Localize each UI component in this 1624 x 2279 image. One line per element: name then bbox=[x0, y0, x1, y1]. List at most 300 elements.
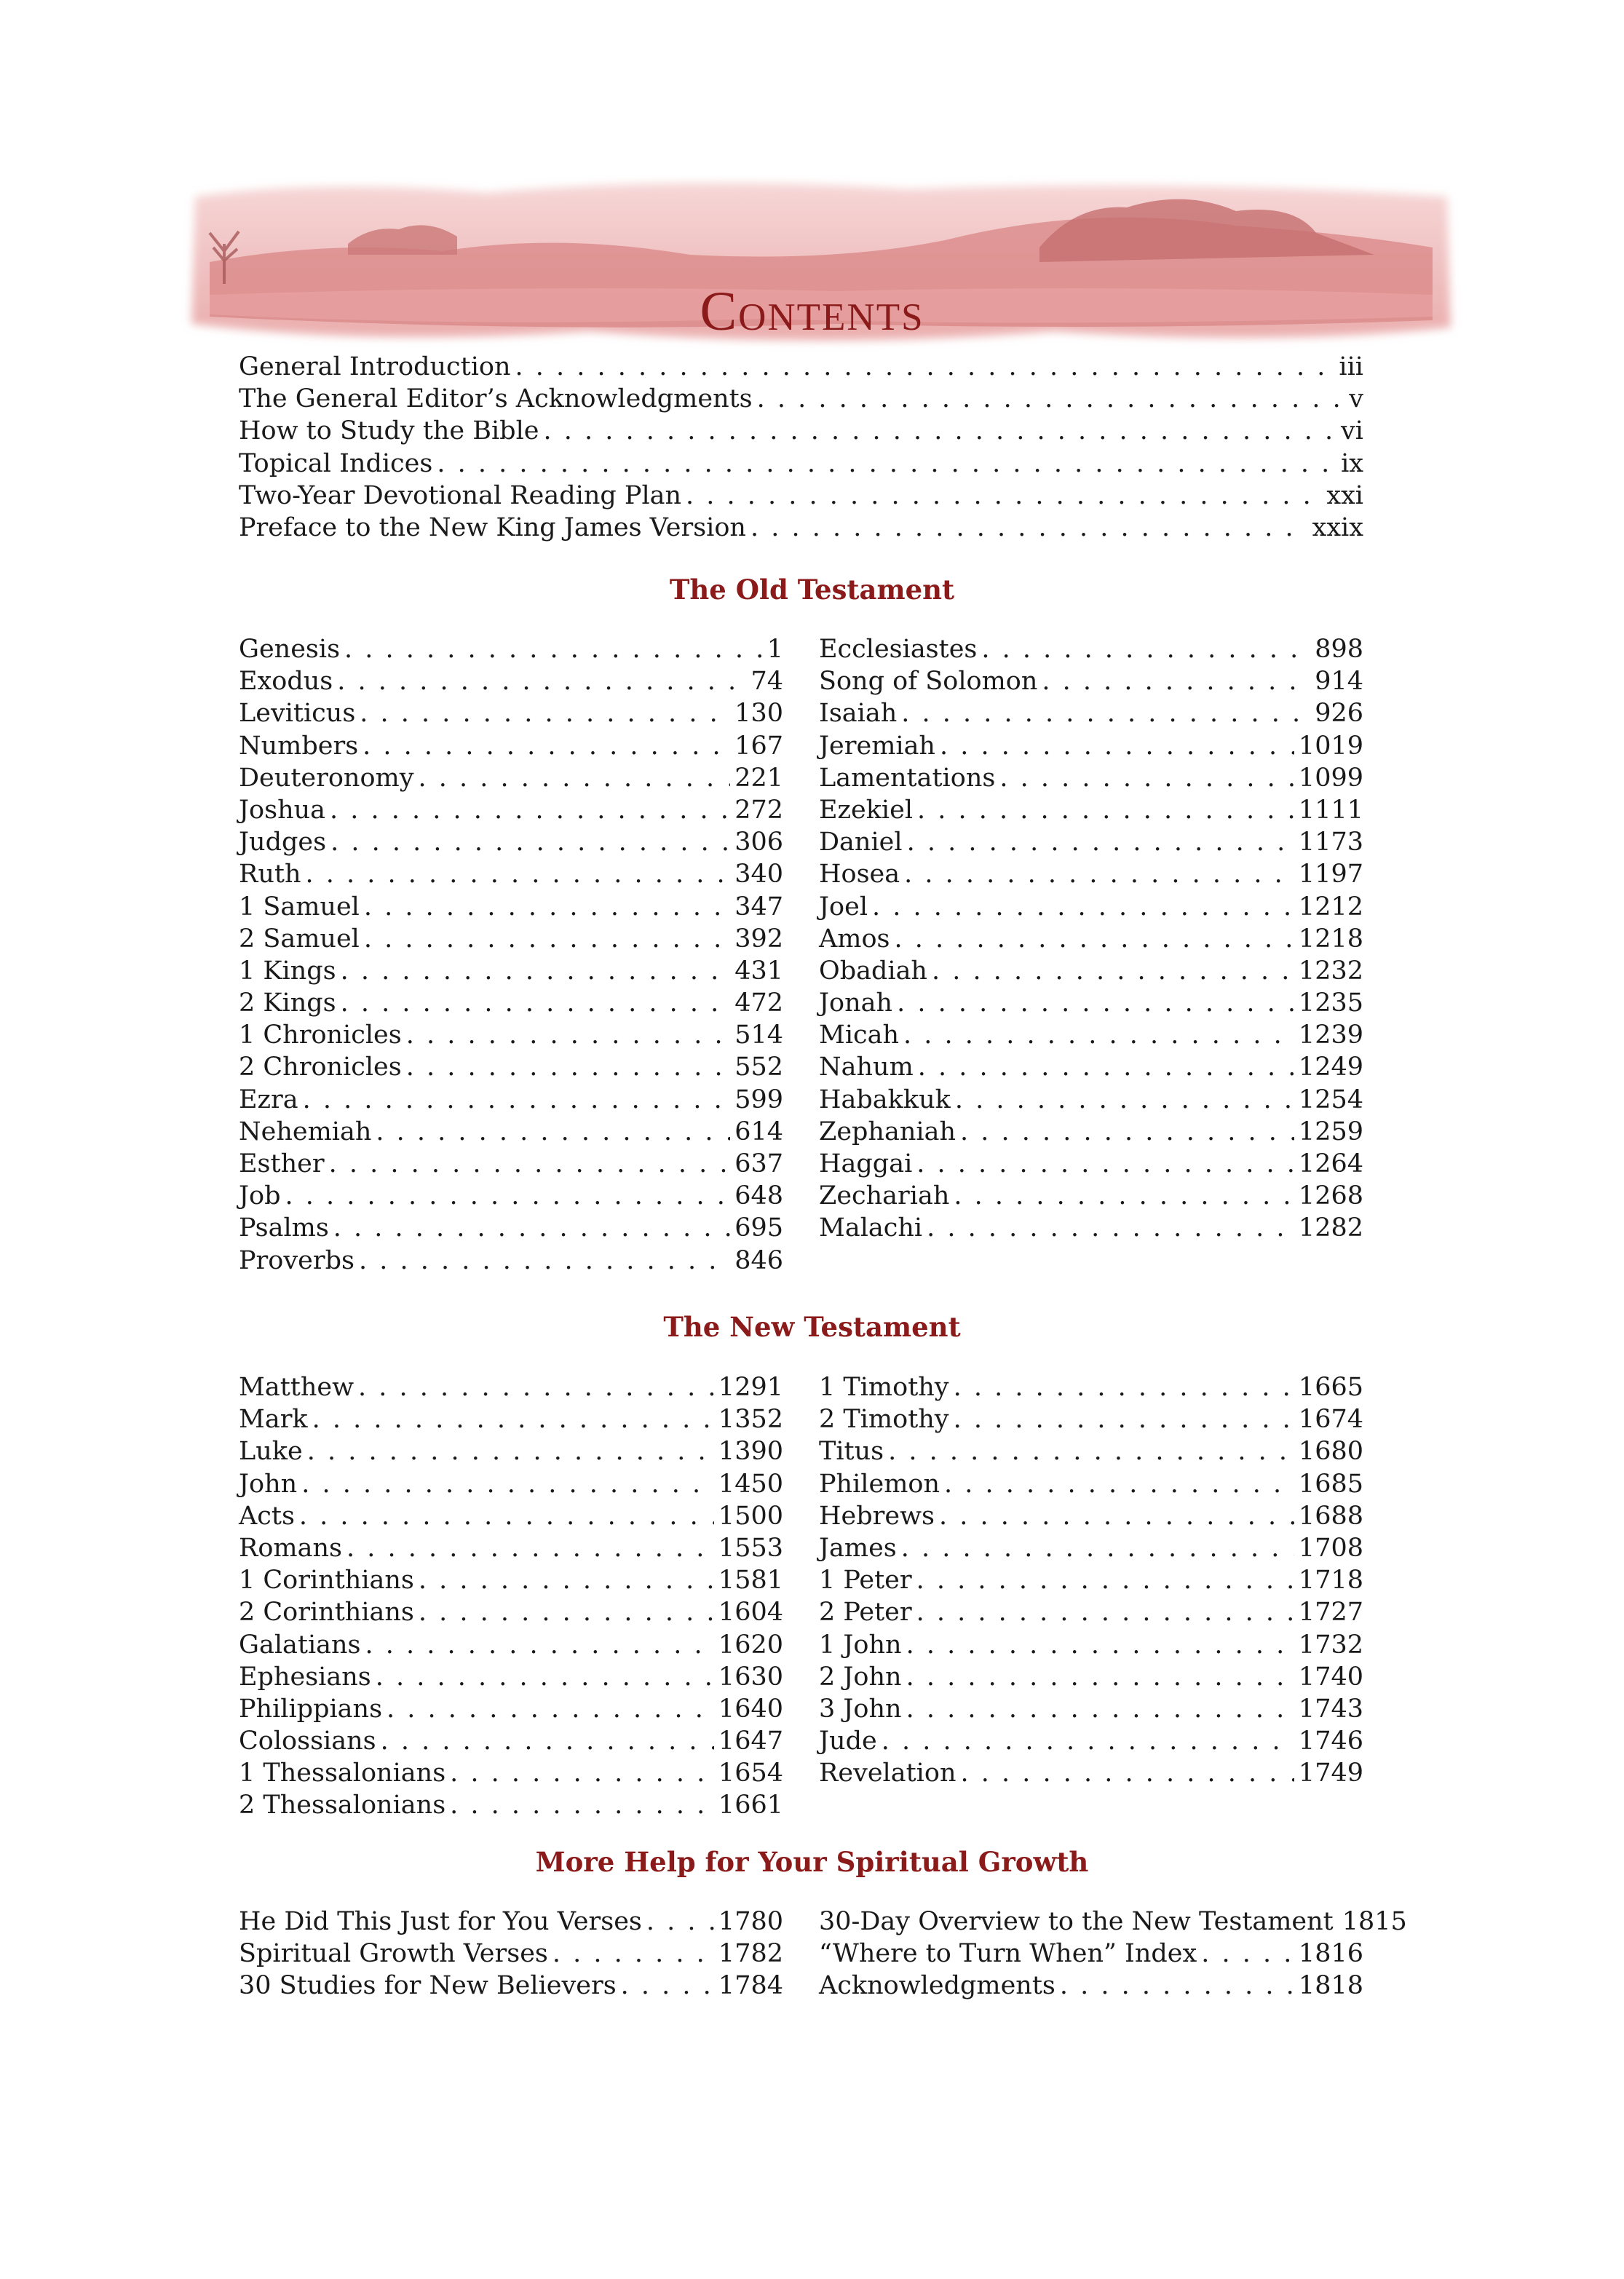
toc-entry-page: 1197 bbox=[1298, 860, 1363, 889]
toc-entry bbox=[239, 1116, 783, 1148]
dot-leader bbox=[358, 1371, 714, 1403]
dot-leader bbox=[329, 1148, 731, 1180]
toc-entry bbox=[819, 1532, 1363, 1564]
toc-entry bbox=[239, 1180, 783, 1212]
dot-leader bbox=[960, 1116, 1294, 1148]
toc-entry-page: 614 bbox=[734, 1117, 783, 1146]
toc-entry bbox=[819, 891, 1363, 923]
toc-entry bbox=[819, 762, 1363, 794]
dot-leader bbox=[872, 891, 1294, 923]
dot-leader bbox=[376, 1661, 714, 1693]
toc-entry bbox=[239, 1757, 783, 1789]
toc-entry-page: 1708 bbox=[1298, 1533, 1363, 1563]
toc-entry-page: 1647 bbox=[718, 1727, 783, 1756]
dot-leader bbox=[419, 1596, 714, 1628]
dot-leader bbox=[365, 1629, 714, 1661]
toc-entry-label: Zechariah bbox=[819, 1181, 950, 1211]
toc-entry-page: 1816 bbox=[1298, 1939, 1363, 1969]
toc-entry bbox=[819, 665, 1363, 697]
dot-leader bbox=[686, 480, 1322, 512]
dot-leader bbox=[306, 858, 731, 890]
toc-entry-page: 1727 bbox=[1298, 1598, 1363, 1628]
dot-leader bbox=[917, 794, 1294, 826]
toc-entry-page: 1249 bbox=[1298, 1053, 1363, 1082]
toc-entry-label: Ruth bbox=[239, 860, 301, 889]
toc-entry-label: Jonah bbox=[819, 988, 893, 1018]
dot-leader bbox=[381, 1725, 714, 1757]
toc-entry-page: 1665 bbox=[1298, 1373, 1363, 1402]
dot-leader bbox=[406, 1051, 730, 1083]
toc-entry-label: Lamentations bbox=[819, 763, 996, 793]
dot-leader bbox=[299, 1500, 714, 1532]
toc-entry bbox=[239, 665, 783, 697]
toc-entry bbox=[819, 1435, 1363, 1467]
toc-entry-label: Spiritual Growth Verses bbox=[239, 1939, 548, 1969]
dot-leader bbox=[376, 1116, 730, 1148]
toc-entry bbox=[239, 923, 783, 955]
dot-leader bbox=[954, 1403, 1294, 1435]
toc-entry bbox=[239, 1245, 783, 1277]
toc-entry-page: 1630 bbox=[718, 1662, 783, 1692]
toc-entry-page: 431 bbox=[734, 956, 783, 986]
toc-entry-label: Zephaniah bbox=[819, 1117, 956, 1146]
toc-entry-page: 1620 bbox=[718, 1630, 783, 1660]
dot-leader bbox=[333, 1212, 730, 1244]
toc-entry-page: 926 bbox=[1315, 699, 1363, 729]
toc-entry-label: 1 Thessalonians bbox=[239, 1759, 446, 1788]
toc-entry-label: Ezekiel bbox=[819, 795, 914, 825]
dot-leader bbox=[646, 1906, 714, 1938]
dot-leader bbox=[1201, 1938, 1294, 1970]
toc-entry-page: 1 bbox=[767, 635, 783, 664]
dot-leader bbox=[360, 697, 730, 729]
toc-entry-label: Colossians bbox=[239, 1727, 376, 1756]
toc-entry bbox=[239, 1564, 783, 1596]
toc-entry-label: Amos bbox=[819, 924, 890, 954]
toc-entry-page: 1685 bbox=[1298, 1469, 1363, 1499]
toc-entry-page: 1173 bbox=[1298, 828, 1363, 857]
toc-entry bbox=[239, 1500, 783, 1532]
toc-entry bbox=[239, 1789, 783, 1821]
toc-entry bbox=[239, 762, 783, 794]
toc-entry-label: Luke bbox=[239, 1437, 303, 1467]
dot-leader bbox=[940, 730, 1294, 762]
toc-entry-label: Matthew bbox=[239, 1373, 354, 1402]
toc-entry bbox=[239, 1403, 783, 1435]
toc-entry-page: 1212 bbox=[1298, 892, 1363, 921]
toc-entry-page: iii bbox=[1339, 352, 1363, 381]
toc-entry bbox=[239, 891, 783, 923]
toc-entry-label: Leviticus bbox=[239, 699, 356, 729]
toc-entry bbox=[819, 987, 1363, 1019]
toc-entry bbox=[239, 794, 783, 826]
toc-entry-page: 1239 bbox=[1298, 1020, 1363, 1050]
toc-entry bbox=[239, 1084, 783, 1116]
dot-leader bbox=[359, 1245, 730, 1277]
dot-leader bbox=[895, 923, 1294, 955]
toc-entry-label: Job bbox=[239, 1181, 281, 1211]
toc-entry-label: 2 Chronicles bbox=[239, 1053, 402, 1082]
toc-entry-page: 221 bbox=[734, 763, 783, 793]
toc-entry-label: Hosea bbox=[819, 860, 900, 889]
toc-entry-label: Micah bbox=[819, 1020, 900, 1050]
dot-leader bbox=[419, 1564, 714, 1596]
toc-entry-page: 1291 bbox=[718, 1373, 783, 1402]
dot-leader bbox=[341, 955, 731, 987]
toc-entry-label: Malachi bbox=[819, 1213, 923, 1243]
toc-entry-label: Esther bbox=[239, 1149, 325, 1178]
dot-leader bbox=[954, 1371, 1294, 1403]
toc-entry bbox=[239, 633, 783, 665]
toc-entry bbox=[239, 1212, 783, 1244]
toc-entry-label: Acknowledgments bbox=[819, 1971, 1055, 2001]
toc-entry bbox=[239, 858, 783, 890]
toc-entry-label: 2 Corinthians bbox=[239, 1598, 414, 1628]
toc-entry bbox=[819, 1693, 1363, 1725]
toc-entry-label: Philemon bbox=[819, 1469, 940, 1499]
toc-entry-label: 30-Day Overview to the New Testament bbox=[819, 1907, 1334, 1936]
dot-leader bbox=[303, 1084, 731, 1116]
toc-entry-page: ix bbox=[1341, 448, 1363, 478]
toc-entry bbox=[819, 1725, 1363, 1757]
toc-entry-page: 130 bbox=[734, 699, 783, 729]
toc-entry bbox=[819, 730, 1363, 762]
toc-entry-label: Preface to the New King James Version bbox=[239, 512, 746, 542]
toc-entry bbox=[239, 730, 783, 762]
toc-entry-label: 30 Studies for New Believers bbox=[239, 1971, 617, 2001]
toc-entry-label: 1 John bbox=[819, 1630, 902, 1660]
toc-entry-page: 914 bbox=[1315, 667, 1363, 697]
toc-entry-page: 1746 bbox=[1298, 1727, 1363, 1756]
toc-entry bbox=[239, 1532, 783, 1564]
toc-entry bbox=[819, 858, 1363, 890]
toc-entry-label: Joshua bbox=[239, 795, 326, 825]
toc-entry-page: 1264 bbox=[1298, 1149, 1363, 1178]
toc-entry bbox=[819, 1970, 1363, 2002]
toc-entry-page: 514 bbox=[734, 1020, 783, 1050]
dot-leader bbox=[906, 1629, 1294, 1661]
dot-leader bbox=[285, 1180, 731, 1212]
toc-entry bbox=[819, 1596, 1363, 1628]
dot-leader bbox=[901, 697, 1310, 729]
toc-entry-label: General Introduction bbox=[239, 352, 511, 381]
toc-entry-label: Numbers bbox=[239, 731, 359, 761]
toc-entry-label: 2 Thessalonians bbox=[239, 1791, 446, 1820]
toc-entry bbox=[819, 1468, 1363, 1500]
toc-entry bbox=[819, 1661, 1363, 1693]
dot-leader bbox=[312, 1403, 714, 1435]
toc-entry-label: James bbox=[819, 1533, 897, 1563]
toc-entry bbox=[239, 448, 1363, 480]
toc-entry-label: Song of Solomon bbox=[819, 667, 1038, 697]
dot-leader bbox=[552, 1938, 714, 1970]
toc-entry-label: The General Editor’s Acknowledgments bbox=[239, 384, 753, 414]
toc-entry-page: 340 bbox=[734, 860, 783, 889]
toc-entry-page: 1111 bbox=[1298, 795, 1363, 825]
dot-leader bbox=[301, 1468, 714, 1500]
dot-leader bbox=[418, 762, 730, 794]
toc-entry bbox=[819, 697, 1363, 729]
toc-entry-label: 2 John bbox=[819, 1662, 902, 1692]
toc-entry-label: 2 Kings bbox=[239, 988, 336, 1018]
old-testament-left-column bbox=[239, 633, 783, 1277]
toc-entry bbox=[819, 633, 1363, 665]
toc-entry-page: 1099 bbox=[1298, 763, 1363, 793]
toc-entry bbox=[819, 1938, 1363, 1970]
dot-leader bbox=[916, 1148, 1294, 1180]
dot-leader bbox=[897, 987, 1294, 1019]
toc-entry bbox=[239, 1661, 783, 1693]
toc-entry-label: Haggai bbox=[819, 1149, 913, 1178]
toc-entry-label: 2 Samuel bbox=[239, 924, 360, 954]
toc-entry bbox=[239, 1693, 783, 1725]
toc-entry-label: Joel bbox=[819, 892, 868, 921]
toc-entry-label: Ecclesiastes bbox=[819, 635, 978, 664]
toc-entry bbox=[819, 794, 1363, 826]
toc-entry-page: 637 bbox=[734, 1149, 783, 1178]
toc-entry bbox=[819, 923, 1363, 955]
dot-leader bbox=[337, 665, 746, 697]
dot-leader bbox=[364, 923, 730, 955]
old-testament-right-column bbox=[819, 633, 1363, 1245]
toc-entry-page: v bbox=[1349, 384, 1363, 414]
toc-entry-page: 1581 bbox=[718, 1566, 783, 1596]
toc-entry-page: 1259 bbox=[1298, 1117, 1363, 1146]
toc-entry bbox=[819, 1084, 1363, 1116]
dot-leader bbox=[437, 448, 1336, 480]
toc-entry-page: 1604 bbox=[718, 1598, 783, 1628]
toc-entry-label: Titus bbox=[819, 1437, 884, 1467]
dot-leader bbox=[346, 1532, 714, 1564]
toc-entry-label: 2 Peter bbox=[819, 1598, 912, 1628]
dot-leader bbox=[450, 1789, 714, 1821]
toc-entry bbox=[239, 1629, 783, 1661]
toc-entry-label: Philippians bbox=[239, 1694, 383, 1724]
toc-entry-label: Jeremiah bbox=[819, 731, 935, 761]
toc-entry bbox=[239, 1970, 783, 2002]
dot-leader bbox=[406, 1019, 730, 1051]
toc-entry bbox=[239, 1019, 783, 1051]
dot-leader bbox=[882, 1725, 1294, 1757]
toc-entry bbox=[239, 987, 783, 1019]
toc-entry-page: 74 bbox=[750, 667, 783, 697]
dot-leader bbox=[918, 1051, 1294, 1083]
toc-entry bbox=[239, 383, 1363, 415]
dot-leader bbox=[307, 1435, 714, 1467]
dot-leader bbox=[955, 1084, 1294, 1116]
dot-leader bbox=[1060, 1970, 1294, 2002]
toc-entry-page: 472 bbox=[734, 988, 783, 1018]
toc-entry-label: Mark bbox=[239, 1405, 308, 1435]
toc-entry-label: Genesis bbox=[239, 635, 341, 664]
toc-entry bbox=[239, 415, 1363, 447]
dot-leader bbox=[450, 1757, 714, 1789]
toc-entry-label: Obadiah bbox=[819, 956, 927, 986]
toc-entry-page: 1815 bbox=[1342, 1907, 1407, 1936]
dot-leader bbox=[888, 1435, 1294, 1467]
toc-entry bbox=[819, 1629, 1363, 1661]
dot-leader bbox=[515, 351, 1335, 383]
toc-entry bbox=[239, 1371, 783, 1403]
toc-entry-page: 1740 bbox=[1298, 1662, 1363, 1692]
toc-entry-label: 1 Samuel bbox=[239, 892, 360, 921]
toc-entry bbox=[239, 1148, 783, 1180]
dot-leader bbox=[999, 762, 1294, 794]
toc-entry bbox=[239, 697, 783, 729]
toc-entry-label: Proverbs bbox=[239, 1245, 354, 1275]
toc-entry-page: 1749 bbox=[1298, 1759, 1363, 1788]
dot-leader bbox=[330, 826, 730, 858]
toc-entry-label: John bbox=[239, 1469, 298, 1499]
toc-entry-label: Ephesians bbox=[239, 1662, 371, 1692]
dot-leader bbox=[932, 955, 1294, 987]
toc-entry-page: 1232 bbox=[1298, 956, 1363, 986]
toc-entry bbox=[819, 826, 1363, 858]
toc-entry-page: 1688 bbox=[1298, 1501, 1363, 1531]
toc-entry bbox=[819, 1500, 1363, 1532]
toc-entry-label: How to Study the Bible bbox=[239, 416, 539, 446]
dot-leader bbox=[901, 1532, 1294, 1564]
toc-entry-page: 392 bbox=[734, 924, 783, 954]
dot-leader bbox=[757, 383, 1345, 415]
toc-entry-page: 648 bbox=[734, 1181, 783, 1211]
toc-entry bbox=[239, 1468, 783, 1500]
toc-entry-label: He Did This Just for You Verses bbox=[239, 1907, 642, 1936]
toc-entry-label: Topical Indices bbox=[239, 448, 433, 478]
toc-entry-page: 1282 bbox=[1298, 1213, 1363, 1243]
dot-leader bbox=[1042, 665, 1310, 697]
dot-leader bbox=[363, 730, 730, 762]
toc-entry-page: 1782 bbox=[718, 1939, 783, 1969]
toc-entry-page: 846 bbox=[734, 1245, 783, 1275]
dot-leader bbox=[330, 794, 730, 826]
toc-entry bbox=[819, 1116, 1363, 1148]
toc-entry-page: 1818 bbox=[1298, 1971, 1363, 2001]
dot-leader bbox=[927, 1212, 1294, 1244]
dot-leader bbox=[621, 1970, 714, 2002]
toc-entry-page: 1718 bbox=[1298, 1566, 1363, 1596]
dot-leader bbox=[916, 1564, 1294, 1596]
toc-entry-page: 898 bbox=[1315, 635, 1363, 664]
toc-entry-label: Jude bbox=[819, 1727, 877, 1756]
toc-entry-label: 1 Timothy bbox=[819, 1373, 949, 1402]
page-title: Contents bbox=[700, 281, 924, 342]
toc-entry-page: 1352 bbox=[718, 1405, 783, 1435]
dot-leader bbox=[387, 1693, 714, 1725]
toc-entry-page: 1680 bbox=[1298, 1437, 1363, 1467]
toc-entry bbox=[239, 480, 1363, 512]
toc-entry-label: Nahum bbox=[819, 1053, 914, 1082]
dot-leader bbox=[344, 633, 763, 665]
new-testament-left-column bbox=[239, 1371, 783, 1822]
toc-entry-label: Hebrews bbox=[819, 1501, 935, 1531]
front-matter-list bbox=[239, 351, 1363, 544]
toc-entry bbox=[819, 1051, 1363, 1083]
toc-entry-label: Psalms bbox=[239, 1213, 329, 1243]
dot-leader bbox=[960, 1757, 1294, 1789]
toc-entry-page: 1450 bbox=[718, 1469, 783, 1499]
toc-entry-page: 1390 bbox=[718, 1437, 783, 1467]
toc-entry-label: Two-Year Devotional Reading Plan bbox=[239, 480, 682, 510]
dot-leader bbox=[954, 1180, 1294, 1212]
toc-entry-label: Acts bbox=[239, 1501, 295, 1531]
dot-leader bbox=[939, 1500, 1294, 1532]
toc-entry-label: Galatians bbox=[239, 1630, 361, 1660]
toc-entry-label: 2 Timothy bbox=[819, 1405, 949, 1435]
toc-entry-page: 1254 bbox=[1298, 1085, 1363, 1114]
more-help-heading: More Help for Your Spiritual Growth bbox=[535, 1846, 1089, 1878]
toc-entry-page: 599 bbox=[734, 1085, 783, 1114]
toc-entry bbox=[819, 955, 1363, 987]
toc-entry-page: 552 bbox=[734, 1053, 783, 1082]
toc-entry bbox=[239, 512, 1363, 544]
toc-entry-page: 167 bbox=[734, 731, 783, 761]
dot-leader bbox=[906, 1693, 1294, 1725]
toc-entry-page: 1218 bbox=[1298, 924, 1363, 954]
toc-entry-page: 306 bbox=[734, 828, 783, 857]
toc-entry-label: 3 John bbox=[819, 1694, 902, 1724]
toc-entry-page: 1732 bbox=[1298, 1630, 1363, 1660]
toc-entry-page: xxix bbox=[1312, 512, 1363, 542]
toc-entry-page: 1654 bbox=[718, 1759, 783, 1788]
dot-leader bbox=[906, 1661, 1294, 1693]
old-testament-heading: The Old Testament bbox=[669, 574, 955, 606]
toc-entry-page: 1500 bbox=[718, 1501, 783, 1531]
dot-leader bbox=[364, 891, 730, 923]
toc-entry-label: 1 Kings bbox=[239, 956, 336, 986]
toc-entry bbox=[239, 1906, 783, 1938]
toc-entry-label: Judges bbox=[239, 828, 327, 857]
toc-entry bbox=[819, 1906, 1407, 1938]
toc-entry-page: 1784 bbox=[718, 1971, 783, 2001]
more-help-left-column bbox=[239, 1906, 783, 2002]
toc-entry-page: 347 bbox=[734, 892, 783, 921]
toc-entry bbox=[819, 1371, 1363, 1403]
toc-entry bbox=[239, 826, 783, 858]
toc-entry-page: vi bbox=[1341, 416, 1363, 446]
dot-leader bbox=[903, 1019, 1294, 1051]
dot-leader bbox=[944, 1468, 1294, 1500]
toc-entry bbox=[239, 1596, 783, 1628]
toc-entry-label: Revelation bbox=[819, 1759, 956, 1788]
dot-leader bbox=[916, 1596, 1294, 1628]
toc-entry-label: “Where to Turn When” Index bbox=[819, 1939, 1197, 1969]
dot-leader bbox=[904, 858, 1294, 890]
toc-entry bbox=[239, 1938, 783, 1970]
toc-entry-page: 1640 bbox=[718, 1694, 783, 1724]
toc-entry bbox=[819, 1757, 1363, 1789]
dot-leader bbox=[341, 987, 731, 1019]
dot-leader bbox=[544, 415, 1337, 447]
toc-entry-page: 272 bbox=[734, 795, 783, 825]
toc-entry-label: Romans bbox=[239, 1533, 342, 1563]
dot-leader bbox=[907, 826, 1294, 858]
toc-entry-label: 1 Chronicles bbox=[239, 1020, 402, 1050]
toc-entry bbox=[819, 1212, 1363, 1244]
new-testament-right-column bbox=[819, 1371, 1363, 1789]
toc-entry-label: Nehemiah bbox=[239, 1117, 372, 1146]
dot-leader bbox=[981, 633, 1310, 665]
toc-entry-page: 1235 bbox=[1298, 988, 1363, 1018]
toc-entry-label: Ezra bbox=[239, 1085, 298, 1114]
toc-entry bbox=[819, 1019, 1363, 1051]
toc-entry-label: Exodus bbox=[239, 667, 333, 697]
toc-entry-page: 1674 bbox=[1298, 1405, 1363, 1435]
toc-entry bbox=[239, 1435, 783, 1467]
toc-entry-page: 1661 bbox=[718, 1791, 783, 1820]
more-help-right-column bbox=[819, 1906, 1407, 2002]
toc-entry-page: xxi bbox=[1326, 480, 1363, 510]
